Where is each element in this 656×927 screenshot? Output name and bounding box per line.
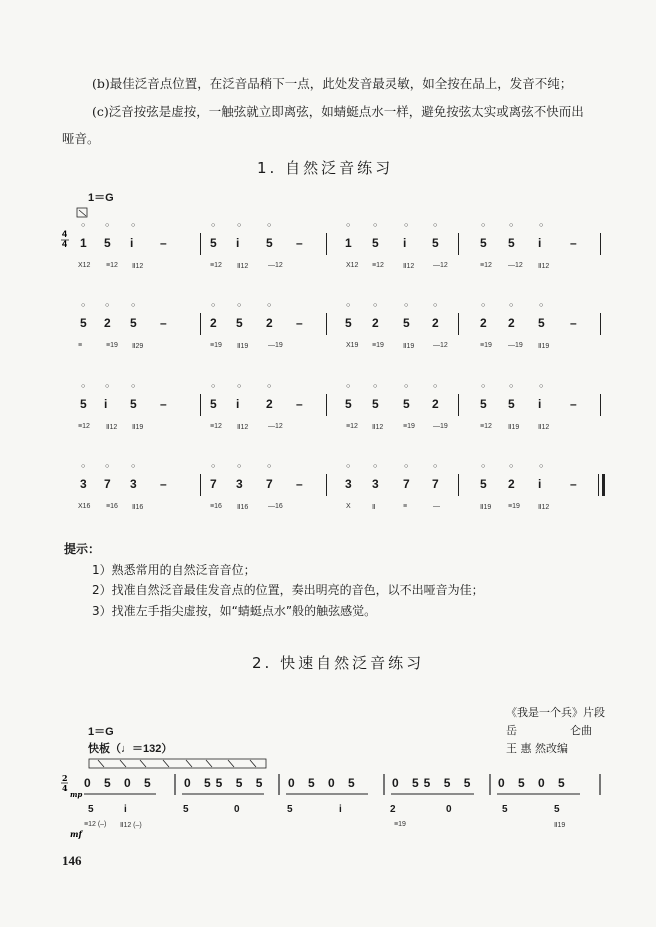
note: – [570,397,577,411]
note: 5 [480,236,487,250]
note: 7 [104,477,111,491]
note: 3 [345,477,352,491]
note: 7 [266,477,273,491]
lower-note: 0 [446,804,452,815]
string-position: X12 [346,262,359,269]
composer-label: 岳 [506,724,517,737]
harmonic-circle-icon: ○ [81,463,86,470]
string-position: —19 [268,342,283,349]
note: 5 [432,236,439,250]
note: 7 [210,477,217,491]
note: i [538,477,542,491]
string-position: Ⅱ12 [372,424,384,431]
string-position: Ⅱ29 [132,343,144,350]
harmonic-circle-icon: ○ [81,222,86,229]
tip-item-3: 3）找准左手指尖虚按，如“蜻蜓点水”般的触弦感觉。 [92,604,377,618]
paragraph-c-line1: (c)泛音按弦是虚按，一触弦就立即离弦，如蜻蜓点水一样，避免按弦太实或离弦不快而出 [92,104,584,119]
lower-note: i [339,804,342,815]
string-position: ≡12 [372,262,384,269]
harmonic-circle-icon: ○ [131,222,136,229]
barline [200,394,201,416]
note: 2 [432,316,439,330]
note: 1 [80,236,87,250]
source-title: 《我是一个兵》片段 [506,706,605,719]
string-position: Ⅱ12 [403,263,415,270]
note: 5 [130,397,137,411]
note: 5 [345,316,352,330]
string-position: X12 [78,262,91,269]
lower-note: i [124,804,127,815]
harmonic-circle-icon: ○ [373,383,378,390]
harmonic-circle-icon: ○ [509,222,514,229]
note: i [403,236,407,250]
note: – [570,477,577,491]
note: 2 [372,316,379,330]
string-position: Ⅱ19 [538,343,550,350]
string-position: —12 [433,342,448,349]
string-position: X [346,503,351,510]
note: 2 [210,316,217,330]
harmonic-circle-icon: ○ [237,302,242,309]
note: 2 [266,316,273,330]
tip-item-2: 2）找准自然泛音最佳发音点的位置，奏出明亮的音色，以不出哑音为佳； [92,583,484,597]
string-position: Ⅱ19 [237,343,249,350]
note: 2 [266,397,273,411]
string-position: Ⅱ12 [237,263,249,270]
paragraph-b: (b)最佳泛音点位置，在泛音品稍下一点，此处发音最灵敏，如全按在品上，发音不纯； [92,76,573,91]
section2-key: 1＝G [88,726,114,738]
page-number: 146 [62,853,82,868]
harmonic-circle-icon: ○ [211,302,216,309]
note: – [160,477,167,491]
note: – [160,236,167,250]
string-position: ≡19 [210,342,222,349]
string-position: ≡12 [480,423,492,430]
svg-text:2: 2 [62,773,68,783]
string-position: ≡19 [480,342,492,349]
note: 5 [508,236,515,250]
string-position: Ⅱ19 [480,504,492,511]
harmonic-circle-icon: ○ [433,302,438,309]
note: 5 [403,316,410,330]
string-position: ≡12 [78,423,90,430]
svg-text:4: 4 [62,783,68,793]
harmonic-circle-icon: ○ [237,463,242,470]
barline [326,394,327,416]
barline [600,394,601,416]
arranger: 王 惠 然改编 [506,742,568,755]
barline [598,474,599,496]
harmonic-circle-icon: ○ [237,222,242,229]
string-position: Ⅱ12 [538,424,550,431]
string-position: Ⅱ16 [237,504,249,511]
section2-tempo: 快板（♩＝132） [88,743,173,755]
section2-title: 2. 快速自然泛音练习 [252,654,425,672]
note: 3 [130,477,137,491]
barline [458,233,459,255]
harmonic-circle-icon: ○ [404,463,409,470]
note: i [236,397,240,411]
harmonic-circle-icon: ○ [509,302,514,309]
barline [458,474,459,496]
string-position: ≡19 [106,342,118,349]
note: 2 [508,316,515,330]
note: 5 [372,397,379,411]
note: – [570,236,577,250]
string-position: ≡12 [210,262,222,269]
note: 2 [480,316,487,330]
string-position: ≡12 [480,262,492,269]
harmonic-circle-icon: ○ [267,463,272,470]
string-position: Ⅱ12 [132,263,144,270]
paragraph-c-line2: 哑音。 [62,131,100,146]
harmonic-circle-icon: ○ [211,222,216,229]
string-position: Ⅱ12 [237,424,249,431]
harmonic-circle-icon: ○ [433,222,438,229]
lower-note: 5 [554,804,560,815]
lower-note: 5 [287,804,293,815]
harmonic-circle-icon: ○ [346,383,351,390]
harmonic-circle-icon: ○ [131,383,136,390]
tip-item-1: 1）熟悉常用的自然泛音音位； [92,563,256,577]
lower-string-position: ≡12 (–) [84,821,107,828]
note: 5 [236,316,243,330]
harmonic-circle-icon: ○ [433,383,438,390]
string-position: ≡19 [372,342,384,349]
harmonic-circle-icon: ○ [539,222,544,229]
string-position: Ⅱ [372,504,376,511]
harmonic-circle-icon: ○ [237,383,242,390]
string-position: ≡12 [210,423,222,430]
harmonic-circle-icon: ○ [373,222,378,229]
barline [200,474,201,496]
string-position: Ⅱ19 [132,424,144,431]
string-position: —19 [508,342,523,349]
harmonic-circle-icon: ○ [404,383,409,390]
harmonic-circle-icon: ○ [131,302,136,309]
string-position: ≡19 [508,503,520,510]
string-position: Ⅱ19 [508,424,520,431]
barline [602,474,605,496]
composer: 仑曲 [570,724,592,737]
harmonic-circle-icon: ○ [346,222,351,229]
note: i [130,236,134,250]
lower-string-position: Ⅱ19 [554,822,566,829]
note: – [296,477,303,491]
harmonic-circle-icon: ○ [539,463,544,470]
lower-string-position: Ⅱ12 (–) [120,822,142,829]
section1-title: 1. 自然泛音练习 [257,159,394,177]
harmonic-circle-icon: ○ [105,383,110,390]
harmonic-circle-icon: ○ [373,463,378,470]
string-position: —12 [268,423,283,430]
lower-note: 5 [88,804,94,815]
note: 5 [266,236,273,250]
note: 3 [80,477,87,491]
harmonic-circle-icon: ○ [105,302,110,309]
note: – [570,316,577,330]
harmonic-circle-icon: ○ [81,383,86,390]
note: – [296,316,303,330]
string-position: ≡ [78,342,83,349]
barline [200,313,201,335]
harmonic-circle-icon: ○ [433,463,438,470]
note: – [296,397,303,411]
harmonic-circle-icon: ○ [346,302,351,309]
note: 5 [210,236,217,250]
string-position: —19 [433,423,448,430]
harmonic-circle-icon: ○ [481,383,486,390]
note: 3 [236,477,243,491]
note: i [236,236,240,250]
note-group: 0 5 0 5 [498,776,570,790]
lower-string-position: ≡19 [394,821,406,828]
svg-text:mp: mp [70,790,83,799]
harmonic-circle-icon: ○ [81,302,86,309]
note: i [538,397,542,411]
lower-note: 0 [234,804,240,815]
harmonic-circle-icon: ○ [105,222,110,229]
string-position: X16 [78,503,91,510]
harmonic-circle-icon: ○ [131,463,136,470]
string-position: ≡16 [210,503,222,510]
note-group: 0 5 0 5 [84,776,156,790]
harmonic-circle-icon: ○ [481,463,486,470]
harmonic-circle-icon: ○ [539,383,544,390]
harmonic-circle-icon: ○ [267,302,272,309]
note: 5 [480,397,487,411]
note: 5 [130,316,137,330]
harmonic-circle-icon: ○ [509,383,514,390]
lower-note: 5 [183,804,189,815]
barline [200,233,201,255]
note: 5 [403,397,410,411]
note: 5 [480,477,487,491]
note: 5 [508,397,515,411]
note: 5 [538,316,545,330]
barline [600,313,601,335]
harmonic-circle-icon: ○ [509,463,514,470]
note: 5 [104,236,111,250]
harmonic-circle-icon: ○ [373,302,378,309]
harmonic-circle-icon: ○ [105,463,110,470]
string-position: Ⅱ12 [538,504,550,511]
string-position: ≡ [403,503,408,510]
note: i [538,236,542,250]
note: 5 [80,316,87,330]
note: – [296,236,303,250]
note: 5 [345,397,352,411]
barline [458,313,459,335]
barline [600,233,601,255]
tips-heading: 提示： [64,542,101,556]
string-position: Ⅱ19 [403,343,415,350]
section1-key: 1＝G [88,192,114,204]
note: 5 [372,236,379,250]
note: 2 [104,316,111,330]
note: 7 [432,477,439,491]
barline [458,394,459,416]
harmonic-circle-icon: ○ [211,463,216,470]
note: 3 [372,477,379,491]
note: 2 [508,477,515,491]
svg-text:mf: mf [70,829,82,839]
note-group: 0 5 0 5 [288,776,360,790]
note: – [160,397,167,411]
lower-note: 2 [390,804,396,815]
string-position: ≡16 [106,503,118,510]
string-position: Ⅱ12 [538,263,550,270]
string-position: —12 [433,262,448,269]
time-sig-top: 4 [62,229,68,239]
harmonic-circle-icon: ○ [211,383,216,390]
note-group: 0 55 5 5 [184,776,268,790]
harmonic-circle-icon: ○ [267,383,272,390]
string-position: X19 [346,342,359,349]
harmonic-circle-icon: ○ [481,222,486,229]
harmonic-circle-icon: ○ [404,222,409,229]
string-position: ≡19 [403,423,415,430]
string-position: — [433,503,440,510]
section2-notation [0,750,656,850]
lower-note: 5 [502,804,508,815]
string-position: ≡12 [346,423,358,430]
harmonic-circle-icon: ○ [539,302,544,309]
note: 7 [403,477,410,491]
string-position: —16 [268,503,283,510]
harmonic-circle-icon: ○ [267,222,272,229]
string-position: Ⅱ12 [106,424,118,431]
harmonic-circle-icon: ○ [404,302,409,309]
note: 5 [210,397,217,411]
note-group: 0 55 5 5 [392,776,476,790]
note: 1 [345,236,352,250]
harmonic-circle-icon: ○ [481,302,486,309]
note: 2 [432,397,439,411]
note: i [104,397,108,411]
barline [326,233,327,255]
harmonic-circle-icon: ○ [346,463,351,470]
barline [326,313,327,335]
string-position: —12 [508,262,523,269]
barline [326,474,327,496]
note: 5 [80,397,87,411]
note: – [160,316,167,330]
string-position: Ⅱ16 [132,504,144,511]
string-position: ≡12 [106,262,118,269]
time-sig-bottom: 4 [62,239,68,249]
string-position: —12 [268,262,283,269]
